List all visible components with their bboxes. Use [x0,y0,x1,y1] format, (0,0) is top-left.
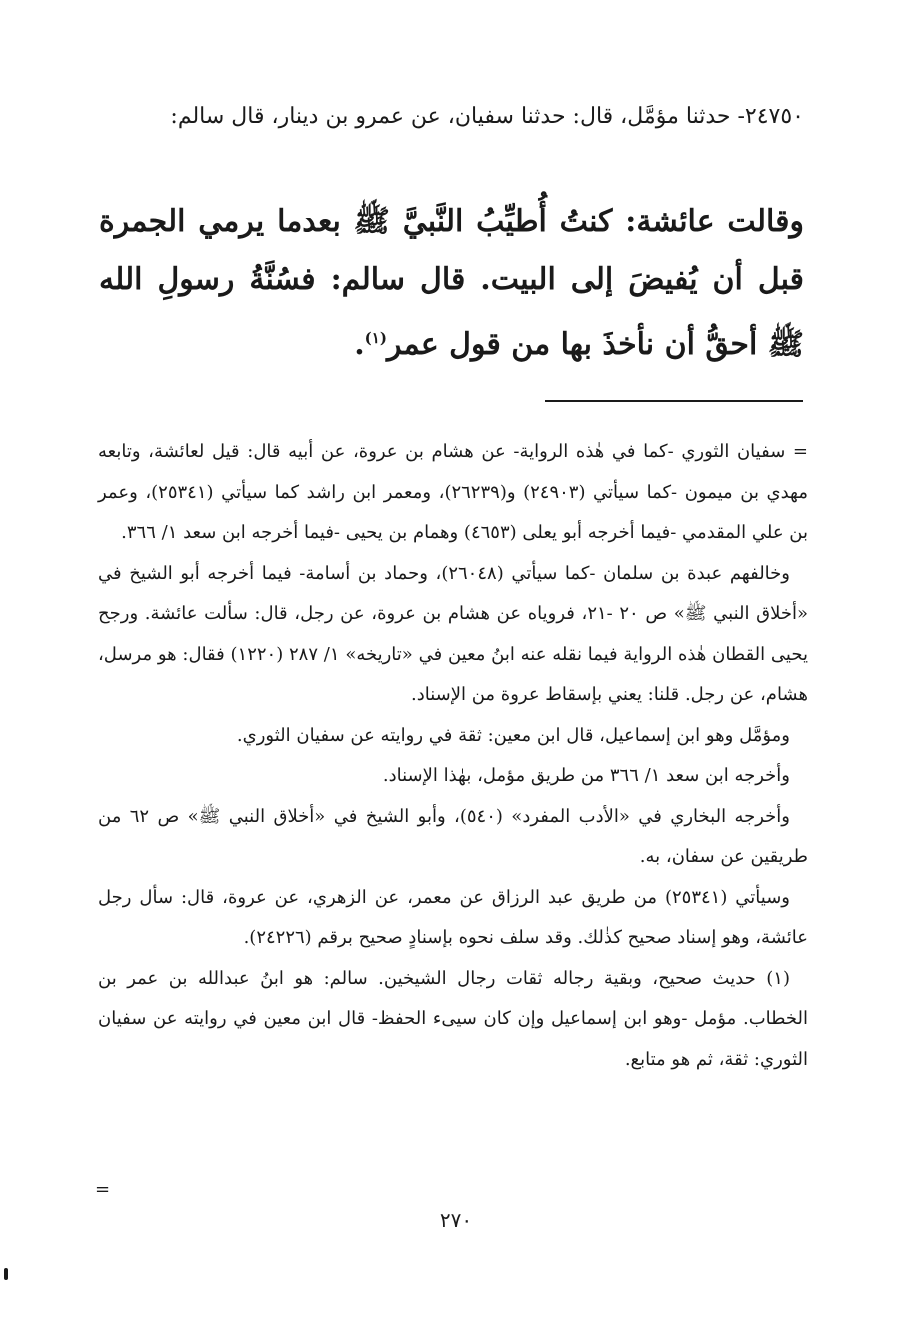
footnote-ref: (١) [364,329,387,347]
hadith-header: ٢٤٧٥٠- حدثنا مؤمَّل، قال: حدثنا سفيان، عن عمرو بن دينار، قال سالم: [170,104,804,129]
scan-mark [4,1268,8,1280]
continuation-mark: = [95,1179,111,1200]
footnotes [98,432,808,1080]
footnote-paragraph: (١) حديث صحيح، وبقية رجاله ثقات رجال الشيخين. سالم: هو ابنُ عبدالله بن عمر بن الخطاب. مؤمل -وهو ابن إسماعيل وإن كان سيىء الحفظ- قال ابن معين في روايته عن سفيان الثوري: ثقة، ثم هو متابع. [98,967,808,1070]
footnote-paragraph: = سفيان الثوري -كما في هٰذه الرواية- عن هشام بن عروة، عن أبيه قال: قيل لعائشة، وتابعه مهدي بن ميمون -كما سيأتي (٢٤٩٠٣) و(٢٦٢٣٩)، ومعمر ابن راشد كما سيأتي (٢٥٣٤١)، وعمر بن علي المقدمي -فيما أخرجه أبو يعلى (٤٦٥٣) وهمام بن يحيى -فيما أخرجه ابن سعد ١/ ٣٦٦. [98,441,808,543]
page-number: ٢٧٠ [439,1208,473,1232]
footnote-paragraph: وسيأتي (٢٥٣٤١) من طريق عبد الرزاق عن معمر، عن الزهري، عن عروة، قال: سأل رجل عائشة، وهو إسناد صحيح كذٰلك. وقد سلف نحوه بإسنادٍ صحيح برقم (٢٤٢٢٦). [98,886,808,948]
hadith-text: وقالت عائشة: كنتُ أُطيِّبُ النَّبيَّ ﷺ بعدما يرمي الجمرة قبل أن يُفيضَ إلى البيت. قال سالم: فسُنَّةُ رسولِ الله ﷺ أحقُّ أن نأخذَ بها من قول عمر [99,204,804,362]
footnote-paragraph: وأخرجه ابن سعد ١/ ٣٦٦ من طريق مؤمل، بهٰذا الإسناد. [382,765,790,786]
footnote-paragraph: وخالفهم عبدة بن سلمان -كما سيأتي (٢٦٠٤٨)، وحماد بن أسامة- فيما أخرجه أبو الشيخ في «أخلاق النبي ﷺ» ص ٢٠ -٢١، فروياه عن هشام بن عروة، عن رجل، قال: سألت عائشة. ورجح يحيى القطان هٰذه الرواية فيما نقله عنه ابنُ معين في «تاريخه» ١/ ٢٨٧ (١٢٢٠) فقال: هو مرسل، هشام، عن رجل. قلنا: يعني بإسقاط عروة من الإسناد. [98,562,808,705]
hadith-text-block [99,193,804,374]
hadith-end: . [354,327,365,362]
footnote-divider [545,400,803,402]
footnote-paragraph: ومؤمَّل وهو ابن إسماعيل، قال ابن معين: ثقة في روايته عن سفيان الثوري. [236,724,790,746]
footnote-paragraph: وأخرجه البخاري في «الأدب المفرد» (٥٤٠)، وأبو الشيخ في «أخلاق النبي ﷺ» ص ٦٢ من طريقين عن سفان، به. [98,805,808,867]
